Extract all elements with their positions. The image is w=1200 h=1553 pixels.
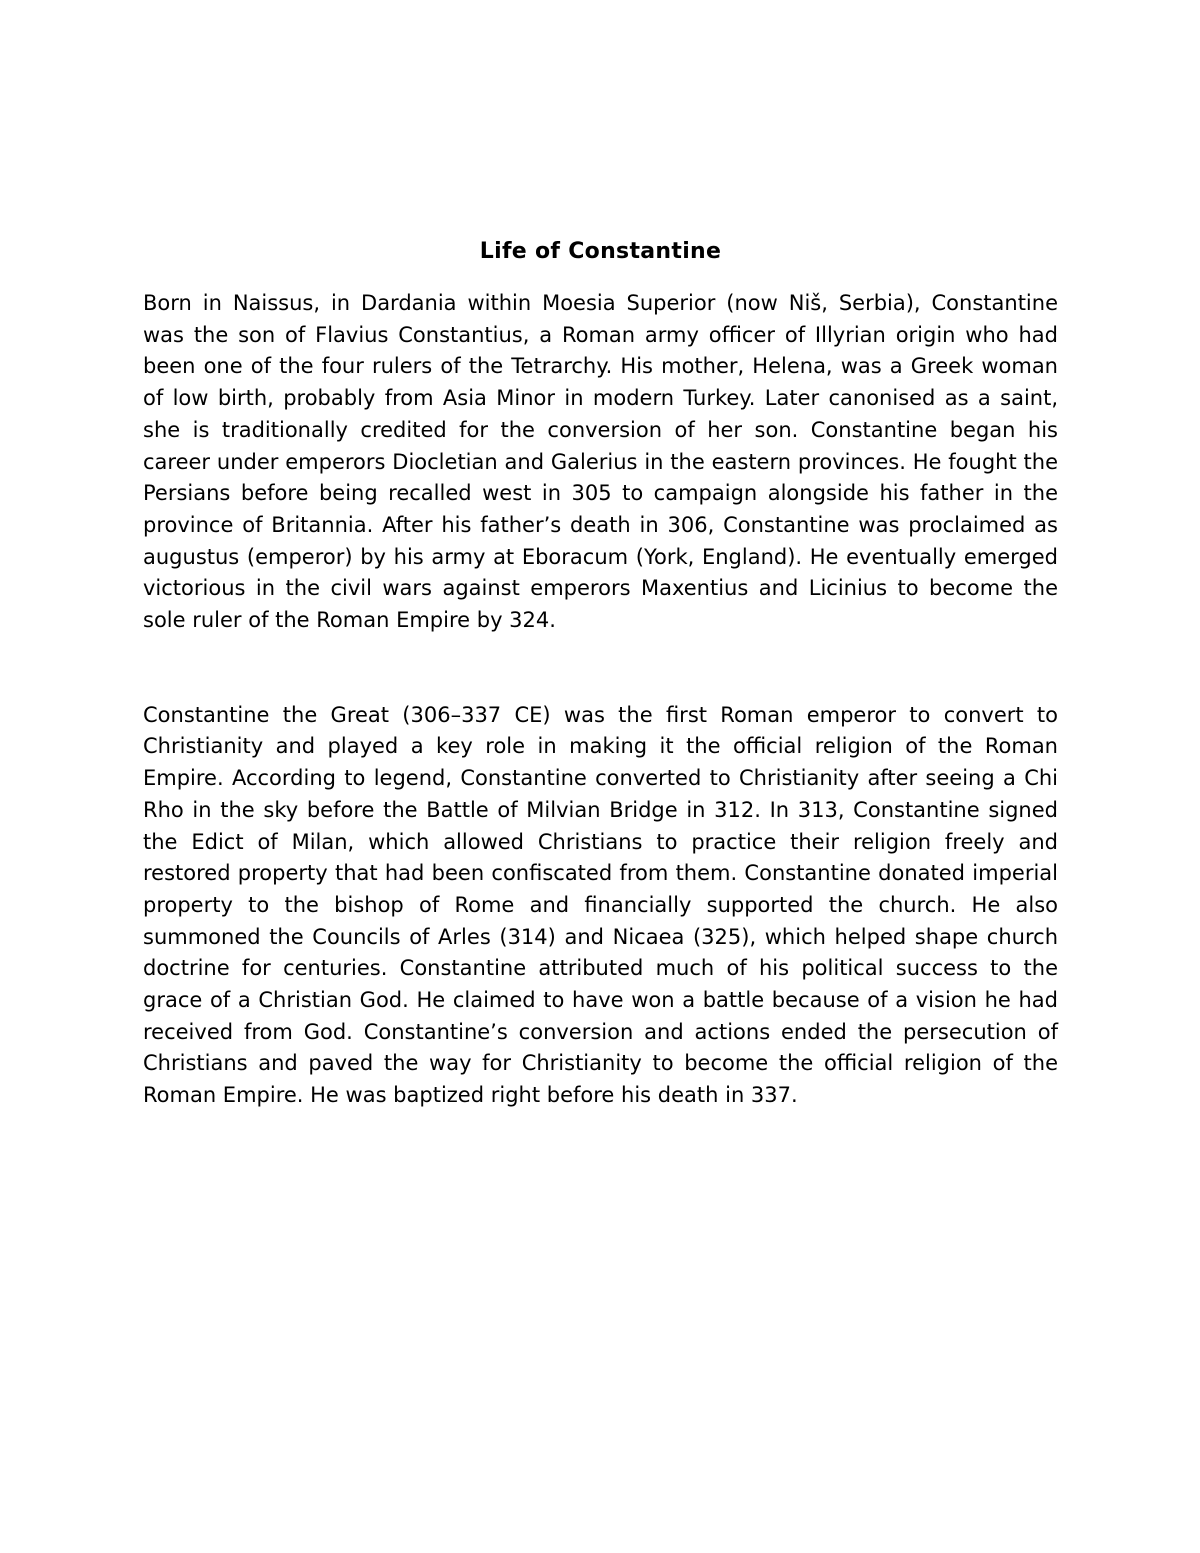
paragraph-early-life: Born in Naissus, in Dardania within Moesia Superior (now Niš, Serbia), Constantine was the son of Flavius Constantius, a Roman army officer of Illyrian origin who had been one of the four rulers of the Tetrarchy. His mother, Helena, was a Greek woman of low birth, probably from Asia Minor in modern Turkey. Later canonised as a saint, she is traditionally credited for the conversion of her son. Constantine began his career under emperors Diocletian and Galerius in the eastern provinces. He fought the Persians before being recalled west in 305 to campaign alongside his father in the province of Britannia. After his father’s death in 306, Constantine was proclaimed as augustus (emperor) by his army at Eboracum (York, England). He eventually emerged victorious in the civil wars against emperors Maxentius and Licinius to become the sole ruler of the Roman Empire by 324.: [143, 291, 1058, 633]
paragraph-christianity: Constantine the Great (306–337 CE) was the first Roman emperor to convert to Christianity and played a key role in making it the official religion of the Roman Empire. According to legend, Constantine converted to Christianity after seeing a Chi Rho in the sky before the Battle of Milvian Bridge in 312. In 313, Constantine signed the Edict of Milan, which allowed Christians to practice their religion freely and restored property that had been confiscated from them. Constantine donated imperial property to the bishop of Rome and financially supported the church. He also summoned the Councils of Arles (314) and Nicaea (325), which helped shape church doctrine for centuries. Constantine attributed much of his political success to the grace of a Christian God. He claimed to have won a battle because of a vision he had received from God. Constantine’s conversion and actions ended the persecution of Christians and paved the way for Christianity to become the official religion of the Roman Empire. He was baptized right before his death in 337.: [143, 702, 1058, 1108]
document-body: [143, 232, 1058, 1112]
document-title: Life of Constantine: [479, 239, 722, 264]
